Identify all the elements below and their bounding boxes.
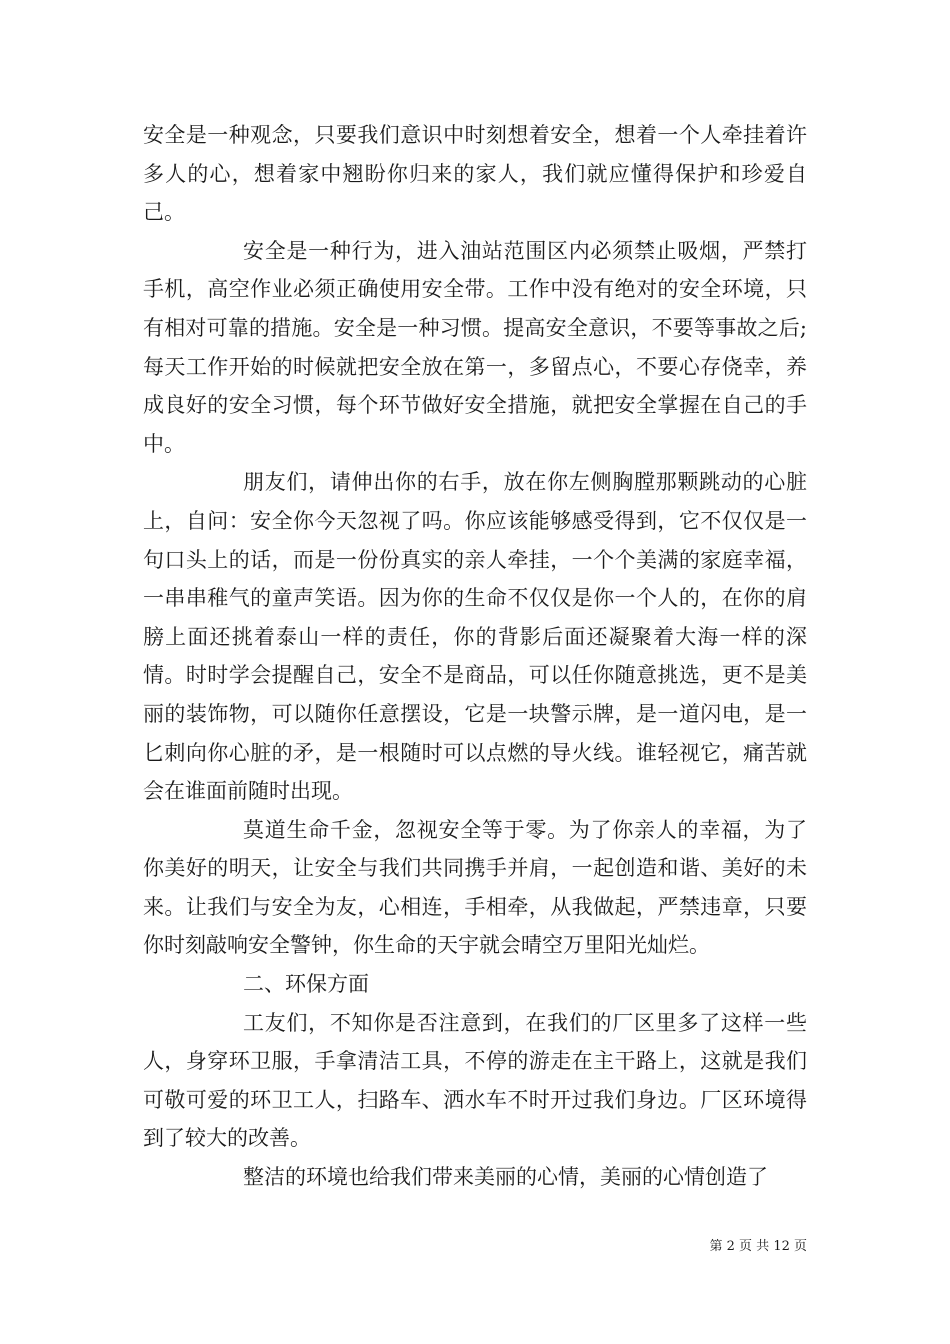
paragraph-clean-environment: 整洁的环境也给我们带来美丽的心情，美丽的心情创造了	[243, 1165, 768, 1190]
paragraph-safety-behavior: 安全是一种行为，进入油站范围区内必须禁止吸烟，严禁打手机，高空作业必须正确使用安全带。工作中没有绝对的安全环境，只有相对可靠的措施。安全是一种习惯。提高安全意识，不要等事故之后;每天工作开始的时候就把安全放在第一，多留点心，不要心存侥幸，养成良好的安全习惯，每个环节做好安全措施，就把安全掌握在自己的手中。	[143, 238, 807, 456]
section-heading-environment: 二、环保方面	[243, 972, 369, 997]
paragraph-workers: 工友们，不知你是否注意到，在我们的厂区里多了这样一些人，身穿环卫服，手拿清洁工具，不停的游走在主干路上，这就是我们可敬可爱的环卫工人，扫路车、洒水车不时开过我们身边。厂区环境得到了较大的改善。	[143, 1010, 807, 1151]
body-text	[143, 116, 807, 1197]
page-number-footer: 第 2 页 共 12 页	[709, 1239, 807, 1254]
paragraph-friends: 朋友们，请伸出你的右手，放在你左侧胸膛那颗跳动的心脏上，自问：安全你今天忽视了吗。你应该能够感受得到，它不仅仅是一句口头上的话，而是一份份真实的亲人牵挂，一个个美满的家庭幸福，一串串稚气的童声笑语。因为你的生命不仅仅是你一个人的，在你的肩膀上面还挑着泰山一样的责任，你的背影后面还凝聚着大海一样的深情。时时学会提醒自己，安全不是商品，可以任你随意挑选，更不是美丽的装饰物，可以随你任意摆设，它是一块警示牌，是一道闪电，是一匕刺向你心脏的矛，是一根随时可以点燃的导火线。谁轻视它，痛苦就会在谁面前随时出现。	[143, 470, 807, 804]
paragraph-life-value: 莫道生命千金，忽视安全等于零。为了你亲人的幸福，为了你美好的明天，让安全与我们共同携手并肩，一起创造和谐、美好的未来。让我们与安全为友，心相连，手相牵，从我做起，严禁违章，只要你时刻敲响安全警钟，你生命的天宇就会晴空万里阳光灿烂。	[143, 817, 807, 958]
paragraph-safety-concept: 安全是一种观念，只要我们意识中时刻想着安全，想着一个人牵挂着许多人的心，想着家中翘盼你归来的家人，我们就应懂得保护和珍爱自己。	[143, 123, 807, 225]
